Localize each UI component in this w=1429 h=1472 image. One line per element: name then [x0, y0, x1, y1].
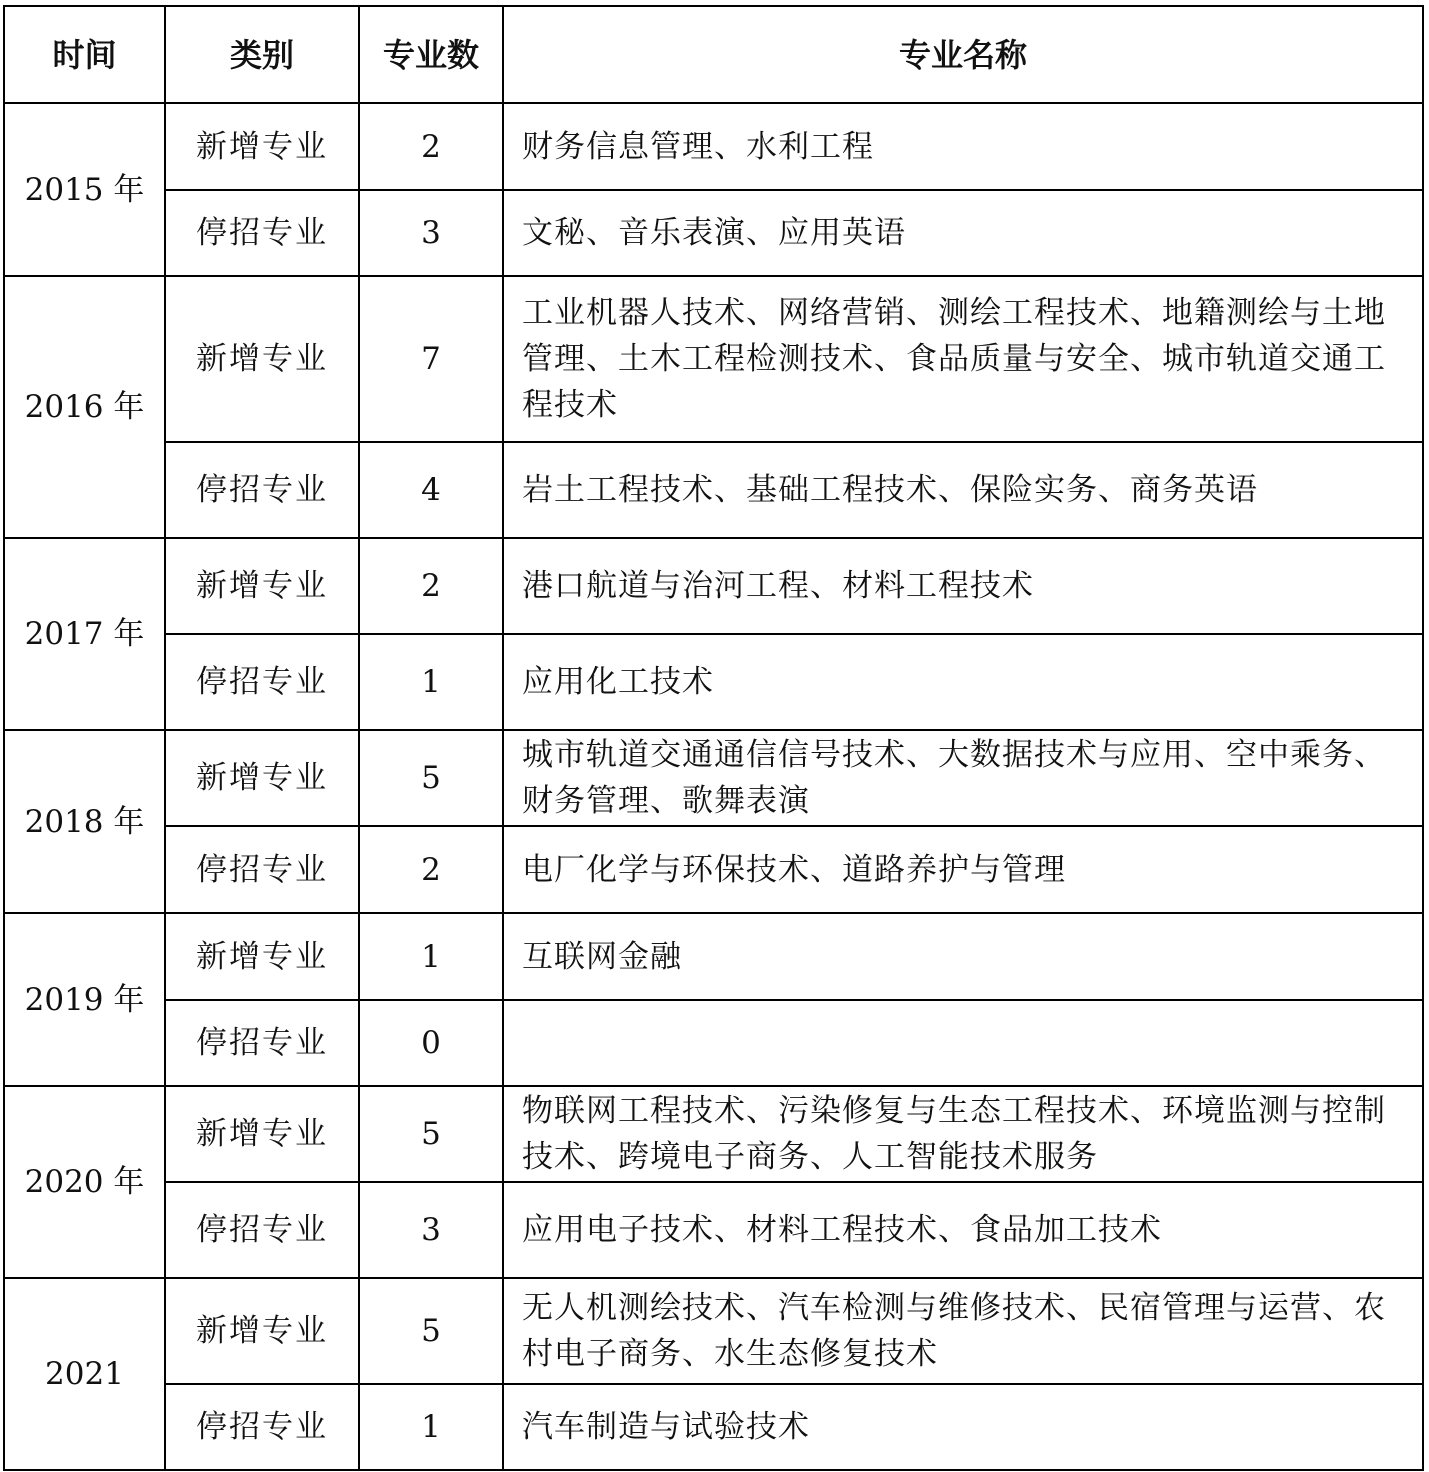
- category-cell: 新增专业: [165, 276, 359, 442]
- header-time: 时间: [4, 6, 165, 103]
- names-cell: 互联网金融: [503, 913, 1423, 1000]
- count-cell: 5: [359, 1086, 503, 1182]
- majors-change-table: [3, 5, 1424, 1471]
- category-cell: 停招专业: [165, 634, 359, 730]
- count-cell: 0: [359, 1000, 503, 1086]
- table-row: [4, 634, 1423, 730]
- names-cell: 物联网工程技术、污染修复与生态工程技术、环境监测与控制技术、跨境电子商务、人工智能技术服务: [503, 1086, 1423, 1182]
- category-cell: 停招专业: [165, 442, 359, 538]
- count-cell: 7: [359, 276, 503, 442]
- count-cell: 2: [359, 538, 503, 634]
- names-cell: 无人机测绘技术、汽车检测与维修技术、民宿管理与运营、农村电子商务、水生态修复技术: [503, 1278, 1423, 1384]
- table-row: [4, 1000, 1423, 1086]
- table-row: [4, 190, 1423, 276]
- category-cell: 新增专业: [165, 730, 359, 826]
- names-cell: 汽车制造与试验技术: [503, 1384, 1423, 1470]
- table-row: [4, 1384, 1423, 1470]
- count-cell: 3: [359, 190, 503, 276]
- year-cell: 2017 年: [4, 538, 165, 730]
- table-row: [4, 276, 1423, 442]
- names-cell: 城市轨道交通通信信号技术、大数据技术与应用、空中乘务、财务管理、歌舞表演: [503, 730, 1423, 826]
- count-cell: 5: [359, 730, 503, 826]
- year-cell: 2015 年: [4, 103, 165, 276]
- names-cell: 财务信息管理、水利工程: [503, 103, 1423, 190]
- category-cell: 停招专业: [165, 1000, 359, 1086]
- table-row: [4, 730, 1423, 826]
- table-row: [4, 913, 1423, 1000]
- names-cell: 岩土工程技术、基础工程技术、保险实务、商务英语: [503, 442, 1423, 538]
- table-row: [4, 1086, 1423, 1182]
- header-row: [4, 6, 1423, 103]
- year-cell: 2019 年: [4, 913, 165, 1086]
- category-cell: 停招专业: [165, 1182, 359, 1278]
- names-cell: 应用化工技术: [503, 634, 1423, 730]
- year-cell: 2020 年: [4, 1086, 165, 1278]
- count-cell: 1: [359, 1384, 503, 1470]
- count-cell: 2: [359, 826, 503, 913]
- table-row: [4, 826, 1423, 913]
- category-cell: 停招专业: [165, 190, 359, 276]
- category-cell: 新增专业: [165, 1086, 359, 1182]
- count-cell: 3: [359, 1182, 503, 1278]
- year-cell: 2018 年: [4, 730, 165, 913]
- category-cell: 停招专业: [165, 826, 359, 913]
- table-row: [4, 1182, 1423, 1278]
- table-row: [4, 442, 1423, 538]
- category-cell: 新增专业: [165, 913, 359, 1000]
- table-row: [4, 538, 1423, 634]
- year-cell: 2016 年: [4, 276, 165, 538]
- year-cell: 2021: [4, 1278, 165, 1470]
- names-cell: 港口航道与治河工程、材料工程技术: [503, 538, 1423, 634]
- category-cell: 停招专业: [165, 1384, 359, 1470]
- count-cell: 5: [359, 1278, 503, 1384]
- names-cell: 应用电子技术、材料工程技术、食品加工技术: [503, 1182, 1423, 1278]
- header-count: 专业数: [359, 6, 503, 103]
- count-cell: 1: [359, 913, 503, 1000]
- names-cell: [503, 1000, 1423, 1086]
- count-cell: 4: [359, 442, 503, 538]
- names-cell: 工业机器人技术、网络营销、测绘工程技术、地籍测绘与土地管理、土木工程检测技术、食品质量与安全、城市轨道交通工程技术: [503, 276, 1423, 442]
- count-cell: 2: [359, 103, 503, 190]
- count-cell: 1: [359, 634, 503, 730]
- category-cell: 新增专业: [165, 1278, 359, 1384]
- table-row: [4, 1278, 1423, 1384]
- names-cell: 电厂化学与环保技术、道路养护与管理: [503, 826, 1423, 913]
- table-row: [4, 103, 1423, 190]
- header-names: 专业名称: [503, 6, 1423, 103]
- category-cell: 新增专业: [165, 103, 359, 190]
- names-cell: 文秘、音乐表演、应用英语: [503, 190, 1423, 276]
- category-cell: 新增专业: [165, 538, 359, 634]
- header-category: 类别: [165, 6, 359, 103]
